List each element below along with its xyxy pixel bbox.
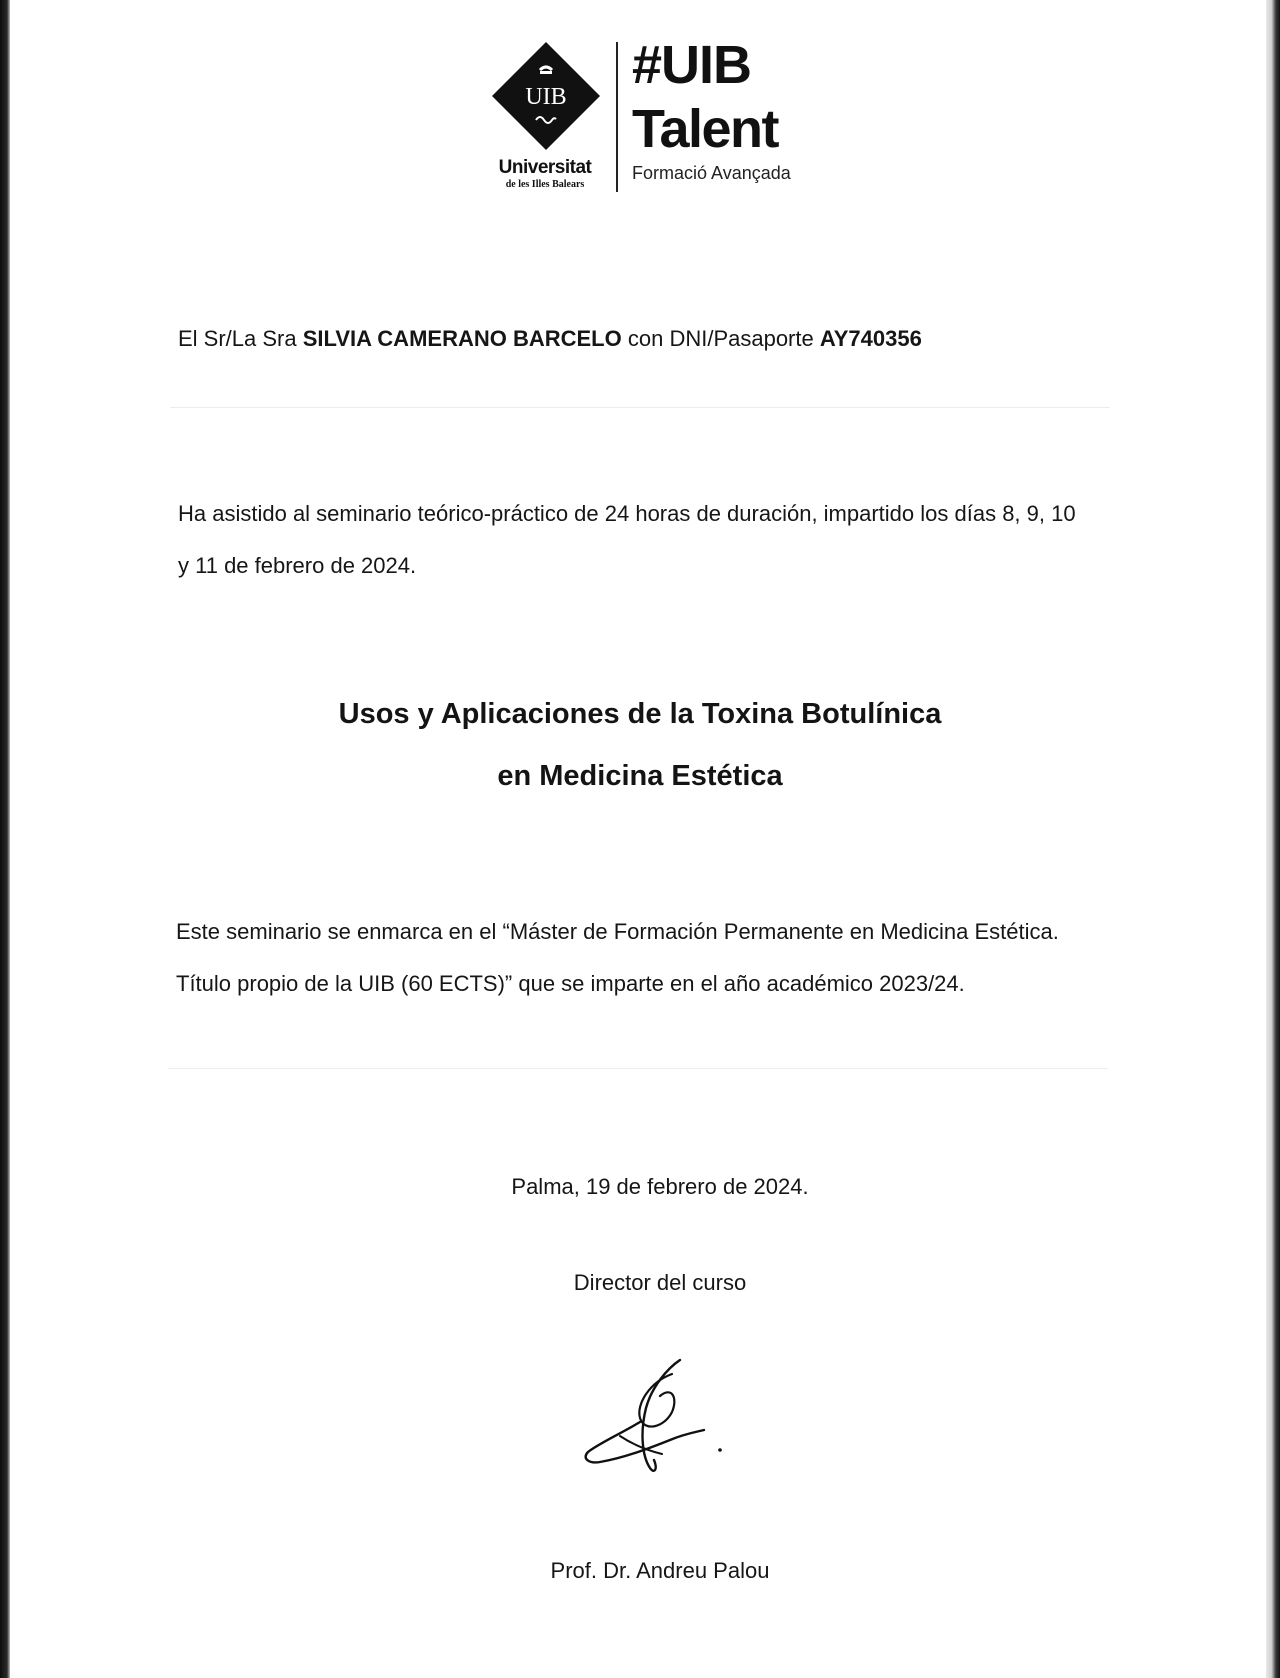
talent-title: Talent [632, 99, 779, 159]
scan-edge-left [0, 0, 10, 1678]
formacio-avancada-label: Formació Avançada [632, 163, 791, 183]
attendance-paragraph [178, 488, 1178, 592]
recipient-name: SILVIA CAMERANO BARCELO [302, 326, 622, 351]
header-logos [480, 35, 820, 198]
director-role: Director del curso [573, 1270, 747, 1295]
logo-divider [616, 42, 618, 192]
uib-diamond-icon [490, 40, 602, 152]
place-date: Palma, 19 de febrero de 2024. [511, 1174, 809, 1199]
course-title-line-1: Usos y Aplicaciones de la Toxina Botulínica [338, 698, 942, 730]
uib-hashtag-title: #UIB [632, 35, 752, 95]
university-subtitle: de les Illes Balears [505, 179, 585, 190]
course-title [0, 683, 1280, 807]
framework-paragraph [176, 906, 1186, 1010]
university-name: Universitat [498, 157, 592, 178]
uib-logo [490, 40, 602, 152]
framework-line-2: Título propio de la UIB (60 ECTS)” que se imparte en el año académico 2023/24. [176, 971, 965, 996]
recipient-id-number: AY740356 [819, 326, 922, 351]
course-title-line-2: en Medicina Estética [497, 760, 783, 792]
divider-line [170, 407, 1110, 408]
recipient-line [178, 326, 922, 352]
certificate-page [10, 0, 1266, 1678]
framework-line-1: Este seminario se enmarca en el “Máster de Formación Permanente en Medicina Estética. [176, 919, 1059, 944]
scan-edge-right [1266, 0, 1280, 1678]
attendance-line-1: Ha asistido al seminario teórico-práctico de 24 horas de duración, impartido los días 8, 9, 10 [178, 501, 1076, 526]
recipient-prefix: El Sr/La Sra [178, 326, 297, 351]
signature [580, 1352, 730, 1482]
uib-badge-text: UIB [525, 84, 567, 110]
signatory-name: Prof. Dr. Andreu Palou [550, 1558, 770, 1583]
handwritten-signature-icon [580, 1352, 730, 1482]
attendance-line-2: y 11 de febrero de 2024. [178, 553, 417, 578]
divider-line [168, 1068, 1108, 1069]
recipient-id-label: con DNI/Pasaporte [627, 326, 814, 351]
